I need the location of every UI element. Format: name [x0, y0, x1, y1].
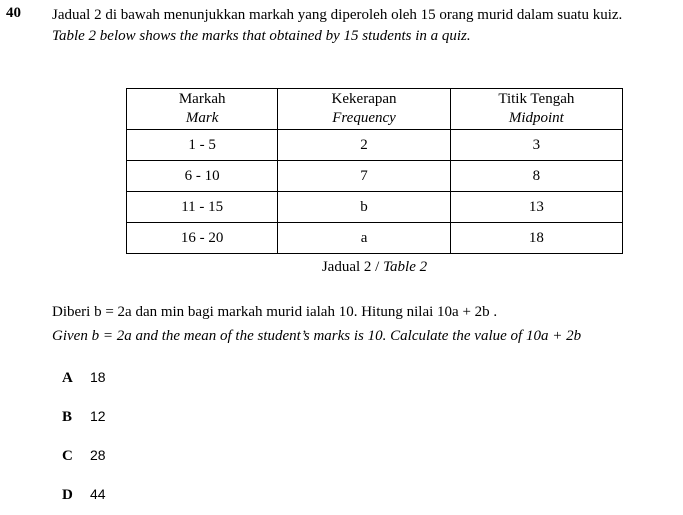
stem-english: Table 2 below shows the marks that obtained by 15 students in a quiz. [52, 28, 471, 44]
option-letter: C [62, 448, 73, 464]
given-english: Given b = 2a and the mean of the student’s marks is 10. Calculate the value of 10a + 2b [52, 328, 582, 344]
cell-mark: 6 - 10 [127, 161, 278, 192]
option-letter: D [62, 487, 73, 503]
cell-frequency: a [278, 223, 450, 254]
cell-mark: 1 - 5 [127, 130, 278, 161]
option-letter: B [62, 409, 73, 425]
table-row [127, 223, 623, 254]
marks-table [126, 88, 623, 254]
header-mark-english: Mark [185, 110, 219, 126]
cell-frequency: 2 [278, 130, 450, 161]
header-midpoint [450, 89, 622, 130]
cell-mark: 11 - 15 [127, 192, 278, 223]
caption-separator: / [371, 259, 384, 275]
option-value: 12 [90, 408, 106, 424]
cell-midpoint: 18 [450, 223, 622, 254]
cell-frequency: 7 [278, 161, 450, 192]
question-stem [52, 5, 677, 47]
cell-midpoint: 13 [450, 192, 622, 223]
option-letter: A [62, 370, 73, 386]
table-row [127, 161, 623, 192]
header-frequency [278, 89, 450, 130]
option-d[interactable] [62, 486, 106, 504]
given-statement [52, 300, 682, 348]
table-caption [126, 259, 623, 276]
question-number: 40 [6, 5, 21, 21]
header-mark-malay: Markah [178, 91, 226, 107]
option-c[interactable] [62, 447, 106, 465]
table-row [127, 192, 623, 223]
cell-mark: 16 - 20 [127, 223, 278, 254]
header-frequency-malay: Kekerapan [331, 91, 397, 107]
stem-malay: Jadual 2 di bawah menunjukkan markah yang diperoleh oleh 15 orang murid dalam suatu kuiz. [52, 7, 623, 23]
header-midpoint-english: Midpoint [508, 110, 564, 126]
option-value: 44 [90, 486, 106, 502]
header-frequency-english: Frequency [332, 110, 396, 126]
header-midpoint-malay: Titik Tengah [498, 91, 575, 107]
cell-frequency: b [278, 192, 450, 223]
option-b[interactable] [62, 408, 106, 426]
caption-malay: Jadual 2 [321, 259, 372, 275]
caption-english: Table 2 [383, 259, 428, 275]
option-value: 28 [90, 447, 106, 463]
given-malay: Diberi b = 2a dan min bagi markah murid ialah 10. Hitung nilai 10a + 2b . [52, 304, 498, 320]
header-mark [127, 89, 278, 130]
option-a[interactable] [62, 369, 106, 387]
option-value: 18 [90, 369, 106, 385]
cell-midpoint: 3 [450, 130, 622, 161]
table-header-row [127, 89, 623, 130]
cell-midpoint: 8 [450, 161, 622, 192]
table-row [127, 130, 623, 161]
